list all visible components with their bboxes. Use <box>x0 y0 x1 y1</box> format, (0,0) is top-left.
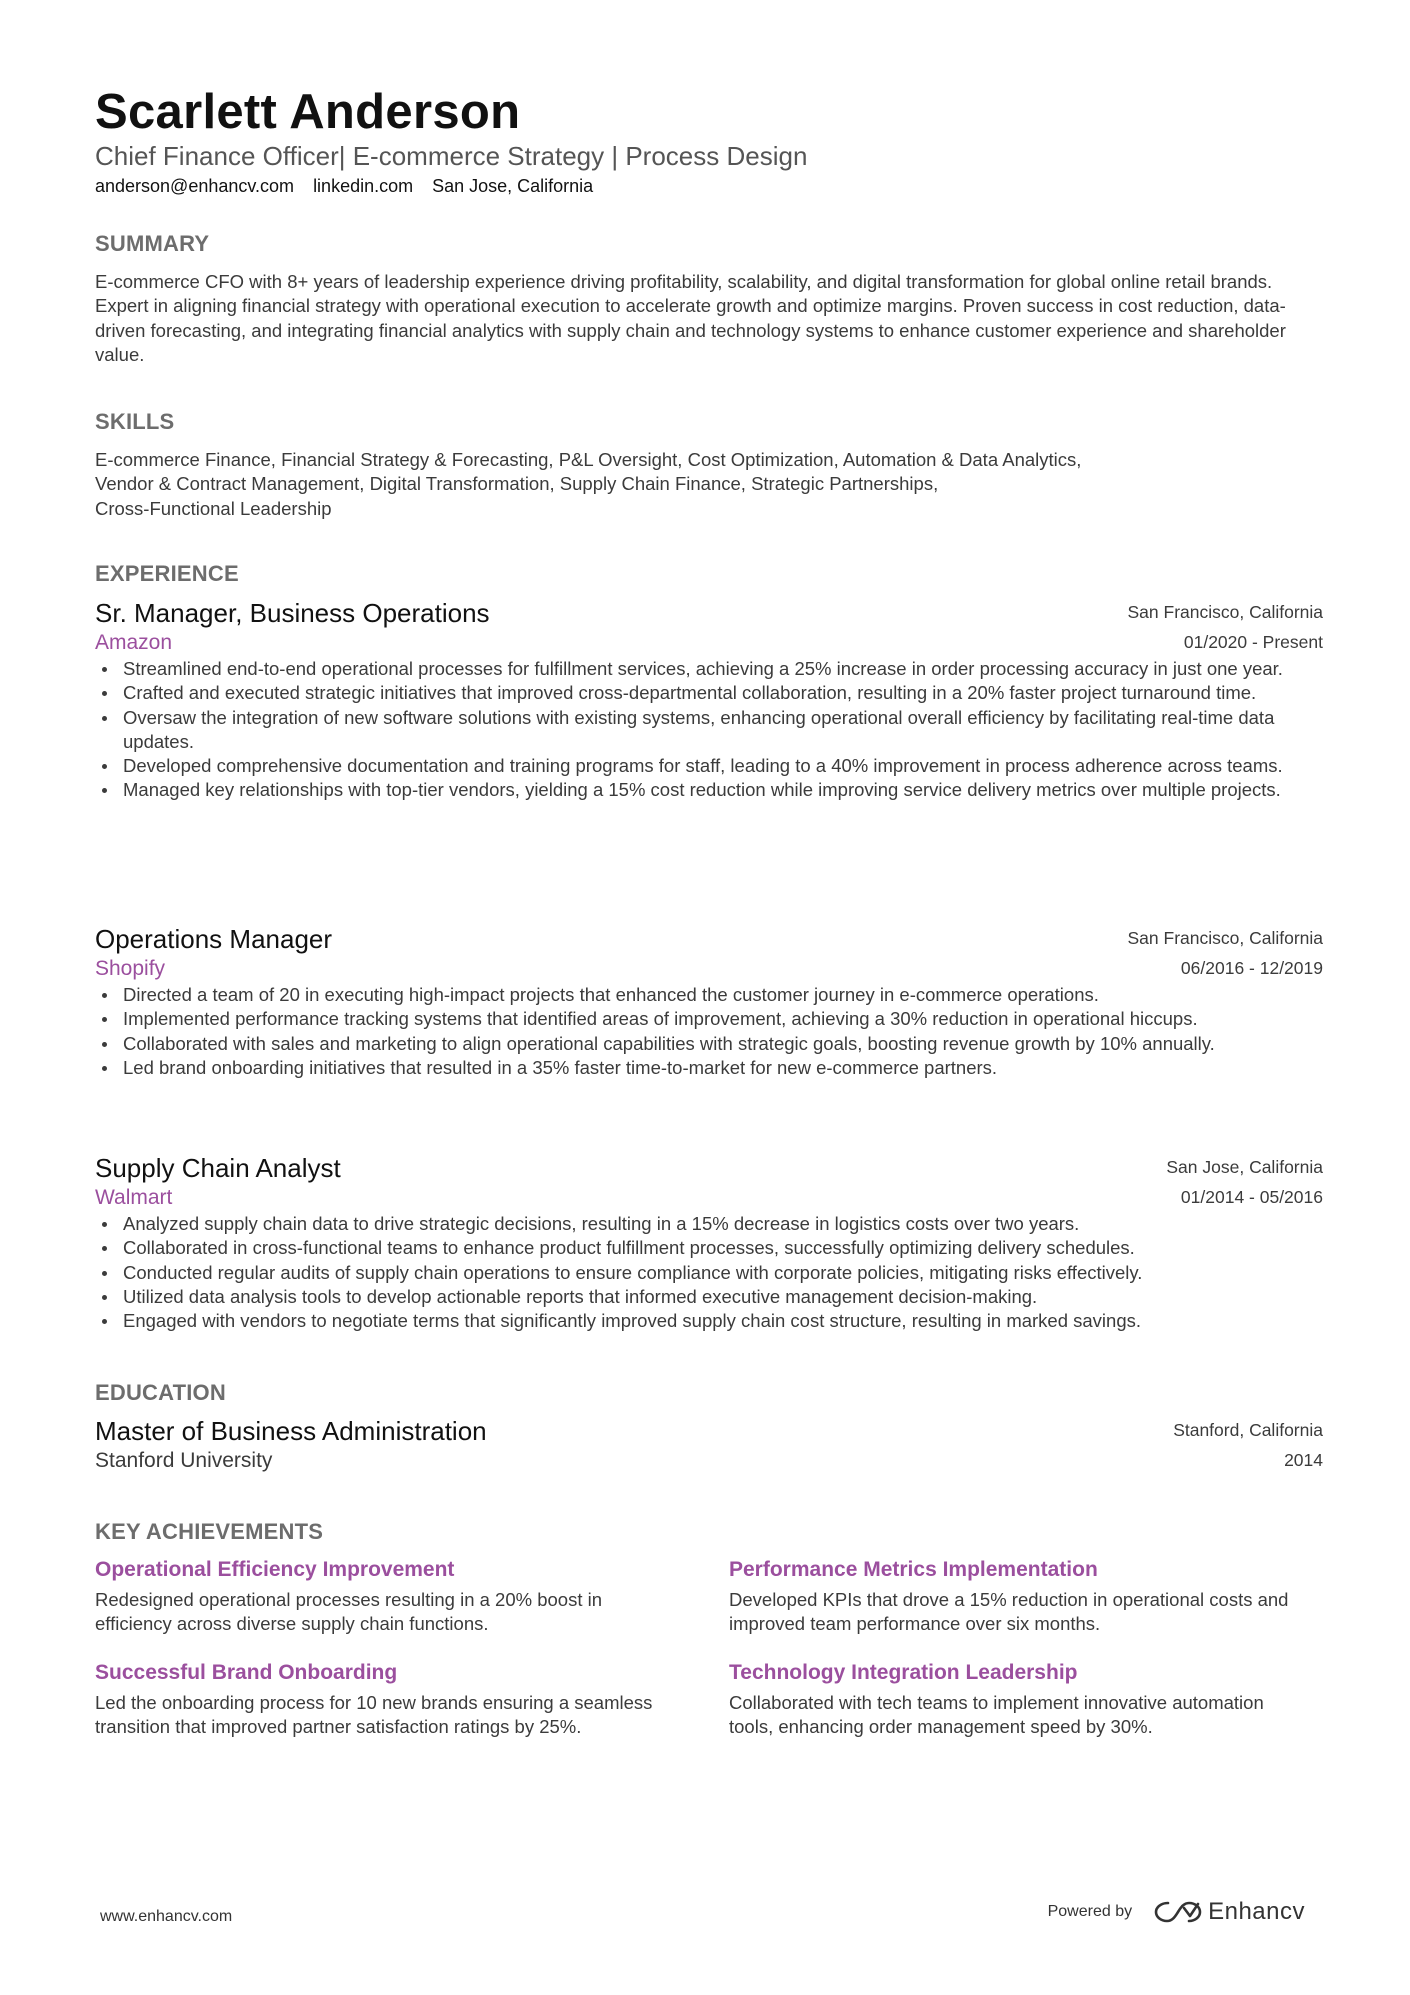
powered-by-label: Powered by <box>1047 1903 1133 1920</box>
candidate-name: Scarlett Anderson <box>95 85 521 139</box>
job-dates: 01/2014 - 05/2016 <box>1180 1187 1323 1207</box>
contact-info <box>95 174 593 198</box>
achievement-item <box>729 1556 1309 1637</box>
bullet-item: Implemented performance tracking systems that identified areas of improvement, achieving a 30% reduction in operational hiccups. <box>123 1007 1323 1031</box>
job-dates: 06/2016 - 12/2019 <box>1180 958 1323 978</box>
achievement-title: Operational Efficiency Improvement <box>95 1558 455 1581</box>
job-location: San Francisco, California <box>1127 602 1323 622</box>
bullet-item: Engaged with vendors to negotiate terms that significantly improved supply chain cost structure, resulting in marked savings. <box>123 1309 1323 1333</box>
job-location: San Jose, California <box>1166 1157 1323 1177</box>
bullet-item: Conducted regular audits of supply chain operations to ensure compliance with corporate policies, mitigating risks effectively. <box>123 1261 1323 1285</box>
bullet-item: Developed comprehensive documentation and training programs for staff, leading to a 40% improvement in process adherence across teams. <box>123 754 1323 778</box>
summary-section-title: SUMMARY <box>95 231 210 256</box>
job-title: Sr. Manager, Business Operations <box>95 598 490 628</box>
location-text: San Jose, California <box>432 176 594 196</box>
footer-url[interactable]: www.enhancv.com <box>100 1908 233 1925</box>
bullet-item: Directed a team of 20 in executing high-impact projects that enhanced the customer journey in e-commerce operations. <box>123 983 1323 1007</box>
enhancv-logo-icon <box>1154 1899 1202 1925</box>
bullet-item: Crafted and executed strategic initiatives that improved cross-departmental collaboration, resulting in a 20% faster project turnaround time. <box>123 681 1323 705</box>
achievement-desc: Led the onboarding process for 10 new brands ensuring a seamless transition that improved partner satisfaction ratings by 25%. <box>95 1692 653 1738</box>
achievement-desc: Collaborated with tech teams to implement innovative automation tools, enhancing order management speed by 30%. <box>729 1692 1264 1738</box>
job-bullets <box>95 657 1323 803</box>
bullet-item: Oversaw the integration of new software solutions with existing systems, enhancing operational overall efficiency by facilitating real-time data updates. <box>123 706 1323 755</box>
bullet-item: Utilized data analysis tools to develop actionable reports that informed executive management decision-making. <box>123 1285 1323 1309</box>
bullet-item: Managed key relationships with top-tier vendors, yielding a 15% cost reduction while improving service delivery metrics over multiple projects. <box>123 778 1323 802</box>
brand-logo[interactable] <box>1154 1898 1305 1926</box>
job-title: Supply Chain Analyst <box>95 1153 341 1183</box>
bullet-item: Analyzed supply chain data to drive strategic decisions, resulting in a 15% decrease in logistics costs over two years. <box>123 1212 1323 1236</box>
skills-line: Cross-Functional Leadership <box>95 497 332 519</box>
job-company: Amazon <box>95 631 173 654</box>
achievement-title: Performance Metrics Implementation <box>729 1558 1098 1581</box>
job-entry <box>95 923 1323 1080</box>
achievement-title: Technology Integration Leadership <box>729 1661 1078 1684</box>
achievement-desc: Developed KPIs that drove a 15% reduction in operational costs and improved team performance over six months. <box>729 1589 1289 1635</box>
school: Stanford University <box>95 1449 273 1472</box>
experience-section-title: EXPERIENCE <box>95 561 239 586</box>
degree: Master of Business Administration <box>95 1416 487 1446</box>
summary-text: E-commerce CFO with 8+ years of leadership experience driving profitability, scalability, and digital transformation for global online retail brands. Expert in aligning financial strategy with operational execution to accelerate growth and optimize margins. Proven success in cost reduction, data-driven forecasting, and integrating financial analytics with supply chain and technology systems to enhance customer experience and shareholder value. <box>95 271 1286 365</box>
job-dates: 01/2020 - Present <box>1183 632 1323 652</box>
job-company: Shopify <box>95 957 166 980</box>
achievement-title: Successful Brand Onboarding <box>95 1661 398 1684</box>
skills-section-title: SKILLS <box>95 409 175 434</box>
skills-line: Vendor & Contract Management, Digital Transformation, Supply Chain Finance, Strategic Partnerships, <box>95 473 939 495</box>
job-bullets <box>95 983 1323 1080</box>
skills-line: E-commerce Finance, Financial Strategy & Forecasting, P&L Oversight, Cost Optimization, Automation & Data Analytics, <box>95 449 1082 470</box>
bullet-item: Collaborated in cross-functional teams to enhance product fulfillment processes, successfully optimizing delivery schedules. <box>123 1236 1323 1260</box>
achievement-item <box>95 1556 675 1637</box>
achievements-section-title: KEY ACHIEVEMENTS <box>95 1519 324 1544</box>
job-title: Operations Manager <box>95 924 333 954</box>
job-company: Walmart <box>95 1186 173 1209</box>
footer-brand <box>1048 1898 1305 1926</box>
education-location: Stanford, California <box>1173 1420 1323 1440</box>
job-location: San Francisco, California <box>1127 928 1323 948</box>
bullet-item: Led brand onboarding initiatives that resulted in a 35% faster time-to-market for new e-commerce partners. <box>123 1056 1323 1080</box>
achievement-item <box>729 1659 1309 1740</box>
skills-list <box>95 448 1323 521</box>
education-section-title: EDUCATION <box>95 1380 226 1405</box>
achievement-item <box>95 1659 675 1740</box>
bullet-item: Collaborated with sales and marketing to align operational capabilities with strategic goals, boosting revenue growth by 10% annually. <box>123 1032 1323 1056</box>
brand-name: Enhancv <box>1208 1898 1305 1925</box>
education-entry <box>95 1415 1323 1475</box>
job-entry <box>95 1152 1323 1333</box>
headline: Chief Finance Officer| E-commerce Strategy | Process Design <box>95 141 808 171</box>
education-year: 2014 <box>1284 1450 1323 1470</box>
job-entry <box>95 597 1323 803</box>
linkedin-link[interactable]: linkedin.com <box>313 176 414 196</box>
bullet-item: Streamlined end-to-end operational processes for fulfillment services, achieving a 25% increase in order processing accuracy in just one year. <box>123 657 1323 681</box>
achievement-desc: Redesigned operational processes resulting in a 20% boost in efficiency across diverse supply chain functions. <box>95 1589 603 1635</box>
job-bullets <box>95 1212 1323 1333</box>
email-link[interactable]: anderson@enhancv.com <box>95 176 295 196</box>
